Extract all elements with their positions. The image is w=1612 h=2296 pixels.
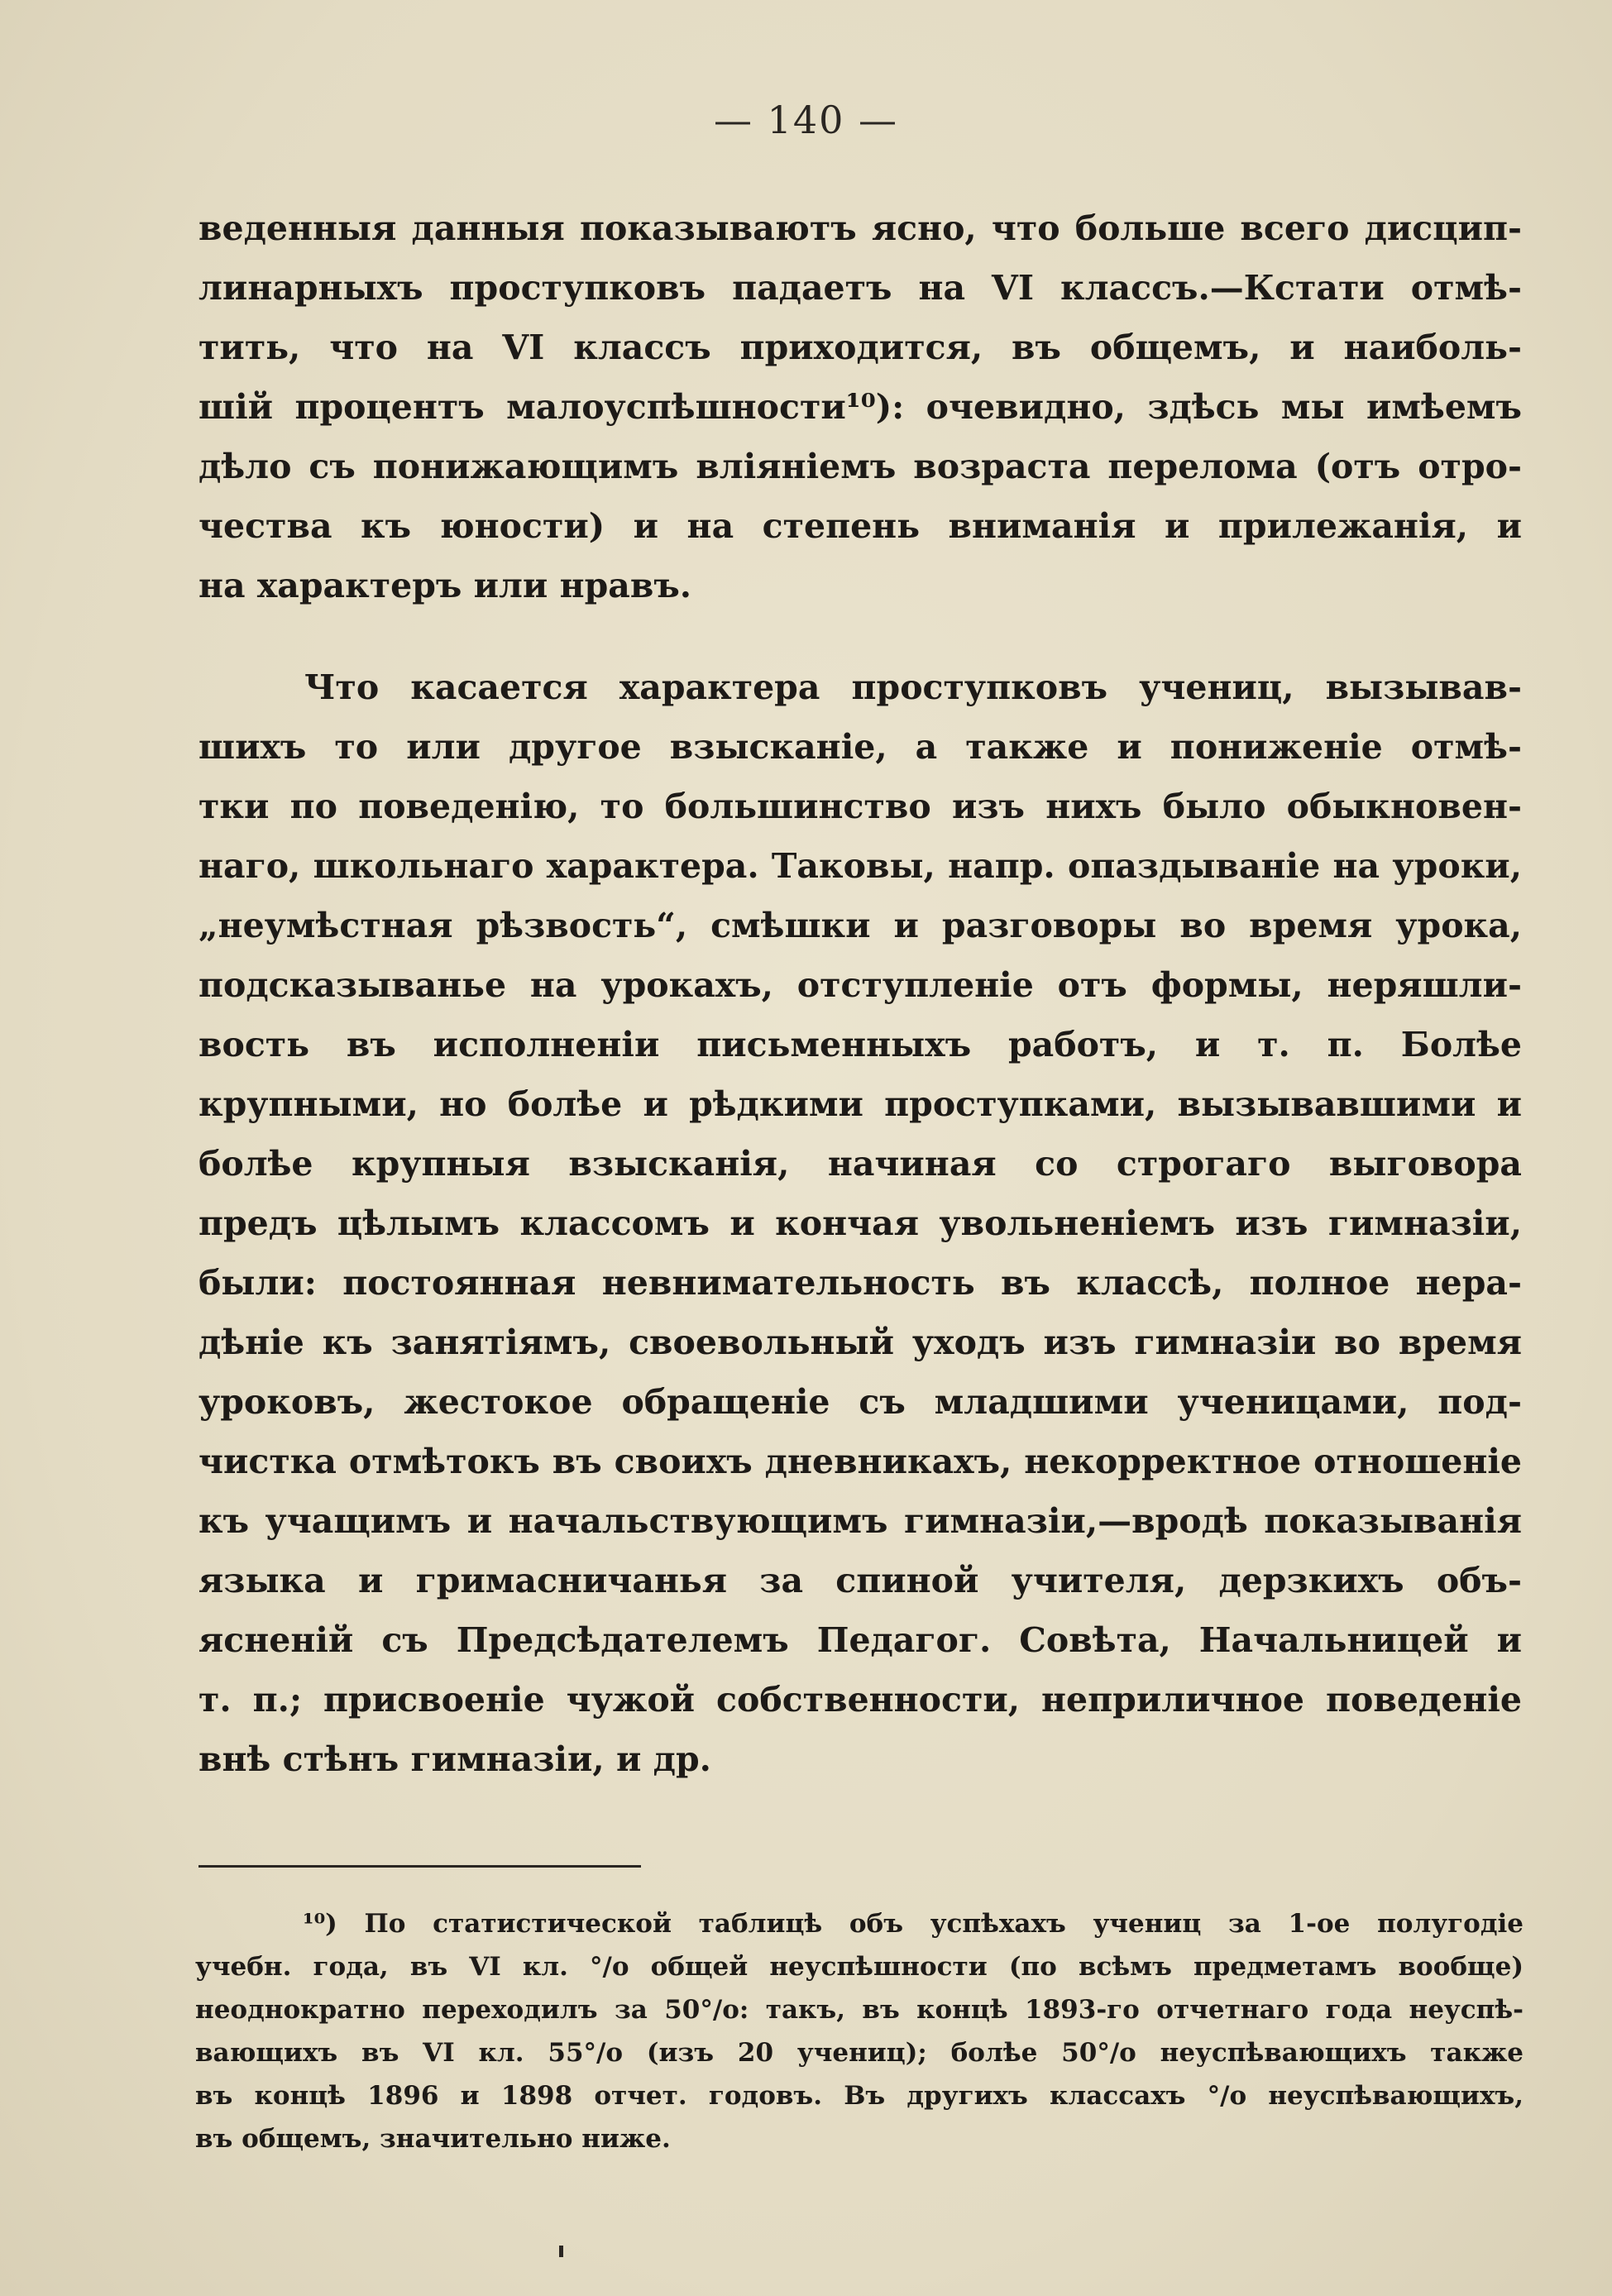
footnote-line: въ общемъ, значительно ниже.	[195, 2124, 671, 2154]
text-line: болѣе крупныя взысканія, начиная со строгаго выговора	[199, 1144, 1522, 1184]
footnote	[195, 1902, 1524, 2160]
ink-speck	[559, 2246, 563, 2257]
text-line: чества къ юности) и на степень вниманія и прилежанія, и	[199, 506, 1522, 546]
paragraph-1	[199, 199, 1522, 615]
text-line: чистка отмѣтокъ въ своихъ дневникахъ, некорректное отношеніе	[199, 1442, 1522, 1481]
text-line: языка и гримасничанья за спиной учителя, дерзкихъ объ-	[199, 1561, 1522, 1600]
footnote-line: неоднократно переходилъ за 50°/о: такъ, въ концѣ 1893-го отчетнаго года неуспѣ-	[195, 1995, 1524, 2025]
text-line: дѣло съ понижающимъ вліяніемъ возраста перелома (отъ отро-	[199, 447, 1522, 486]
text-line: къ учащимъ и начальствующимъ гимназіи,—вродѣ показыванія	[199, 1501, 1522, 1541]
text-line: шихъ то или другое взысканіе, а также и пониженіе отмѣ-	[199, 727, 1522, 767]
footnote-line: учебн. года, въ VI кл. °/о общей неуспѣшности (по всѣмъ предметамъ вообще)	[195, 1952, 1524, 1982]
footnote-divider	[199, 1865, 641, 1868]
text-line: „неумѣстная рѣзвость“, смѣшки и разговоры во время урока,	[199, 906, 1522, 945]
text-line: на характеръ или нравъ.	[199, 566, 692, 605]
footnote-line: вающихъ въ VI кл. 55°/о (изъ 20 учениц); болѣе 50°/о неуспѣвающихъ также	[195, 2038, 1524, 2068]
text-line: тить, что на VI классъ приходится, въ общемъ, и наиболь-	[199, 328, 1522, 367]
text-line: дѣніе къ занятіямъ, своевольный уходъ изъ гимназіи во время	[199, 1323, 1522, 1362]
text-line: ясненій съ Предсѣдателемъ Педагог. Совѣта, Начальницей и	[199, 1620, 1522, 1660]
footnote-line: въ концѣ 1896 и 1898 отчет. годовъ. Въ другихъ классахъ °/о неуспѣвающихъ,	[195, 2081, 1524, 2111]
text-line: подсказыванье на урокахъ, отступленіе отъ формы, неряшли-	[199, 965, 1522, 1005]
text-line: т. п.; присвоеніе чужой собственности, неприличное поведеніе	[199, 1680, 1522, 1720]
footnote-line: ¹⁰) По статистической таблицѣ объ успѣхахъ учениц за 1-ое полугодіе	[303, 1909, 1524, 1939]
text-line: внѣ стѣнъ гимназіи, и др.	[199, 1739, 711, 1779]
text-line: уроковъ, жестокое обращеніе съ младшими ученицами, под-	[199, 1382, 1522, 1422]
text-line: предъ цѣлымъ классомъ и кончая увольненіемъ изъ гимназіи,	[199, 1203, 1522, 1243]
text-line: шій процентъ малоуспѣшности¹⁰): очевидно, здѣсь мы имѣемъ	[199, 387, 1522, 427]
paragraph-2	[199, 658, 1522, 1789]
text-line: вость въ исполненіи письменныхъ работъ, и т. п. Болѣе	[199, 1025, 1522, 1064]
text-line: линарныхъ проступковъ падаетъ на VI классъ.—Кстати отмѣ-	[199, 268, 1522, 308]
text-line: веденныя данныя показываютъ ясно, что больше всего дисцип-	[199, 208, 1522, 248]
text-line: наго, школьнаго характера. Таковы, напр. опаздываніе на уроки,	[199, 846, 1522, 886]
text-line: крупными, но болѣе и рѣдкими проступками, вызывавшими и	[199, 1084, 1522, 1124]
text-line: тки по поведенію, то большинство изъ нихъ было обыкновен-	[199, 787, 1522, 826]
text-line: были: постоянная невнимательность въ классѣ, полное нера-	[199, 1263, 1522, 1303]
text-line: Что касается характера проступковъ учениц, вызывав-	[304, 667, 1522, 707]
page-number: — 140 —	[713, 98, 899, 142]
